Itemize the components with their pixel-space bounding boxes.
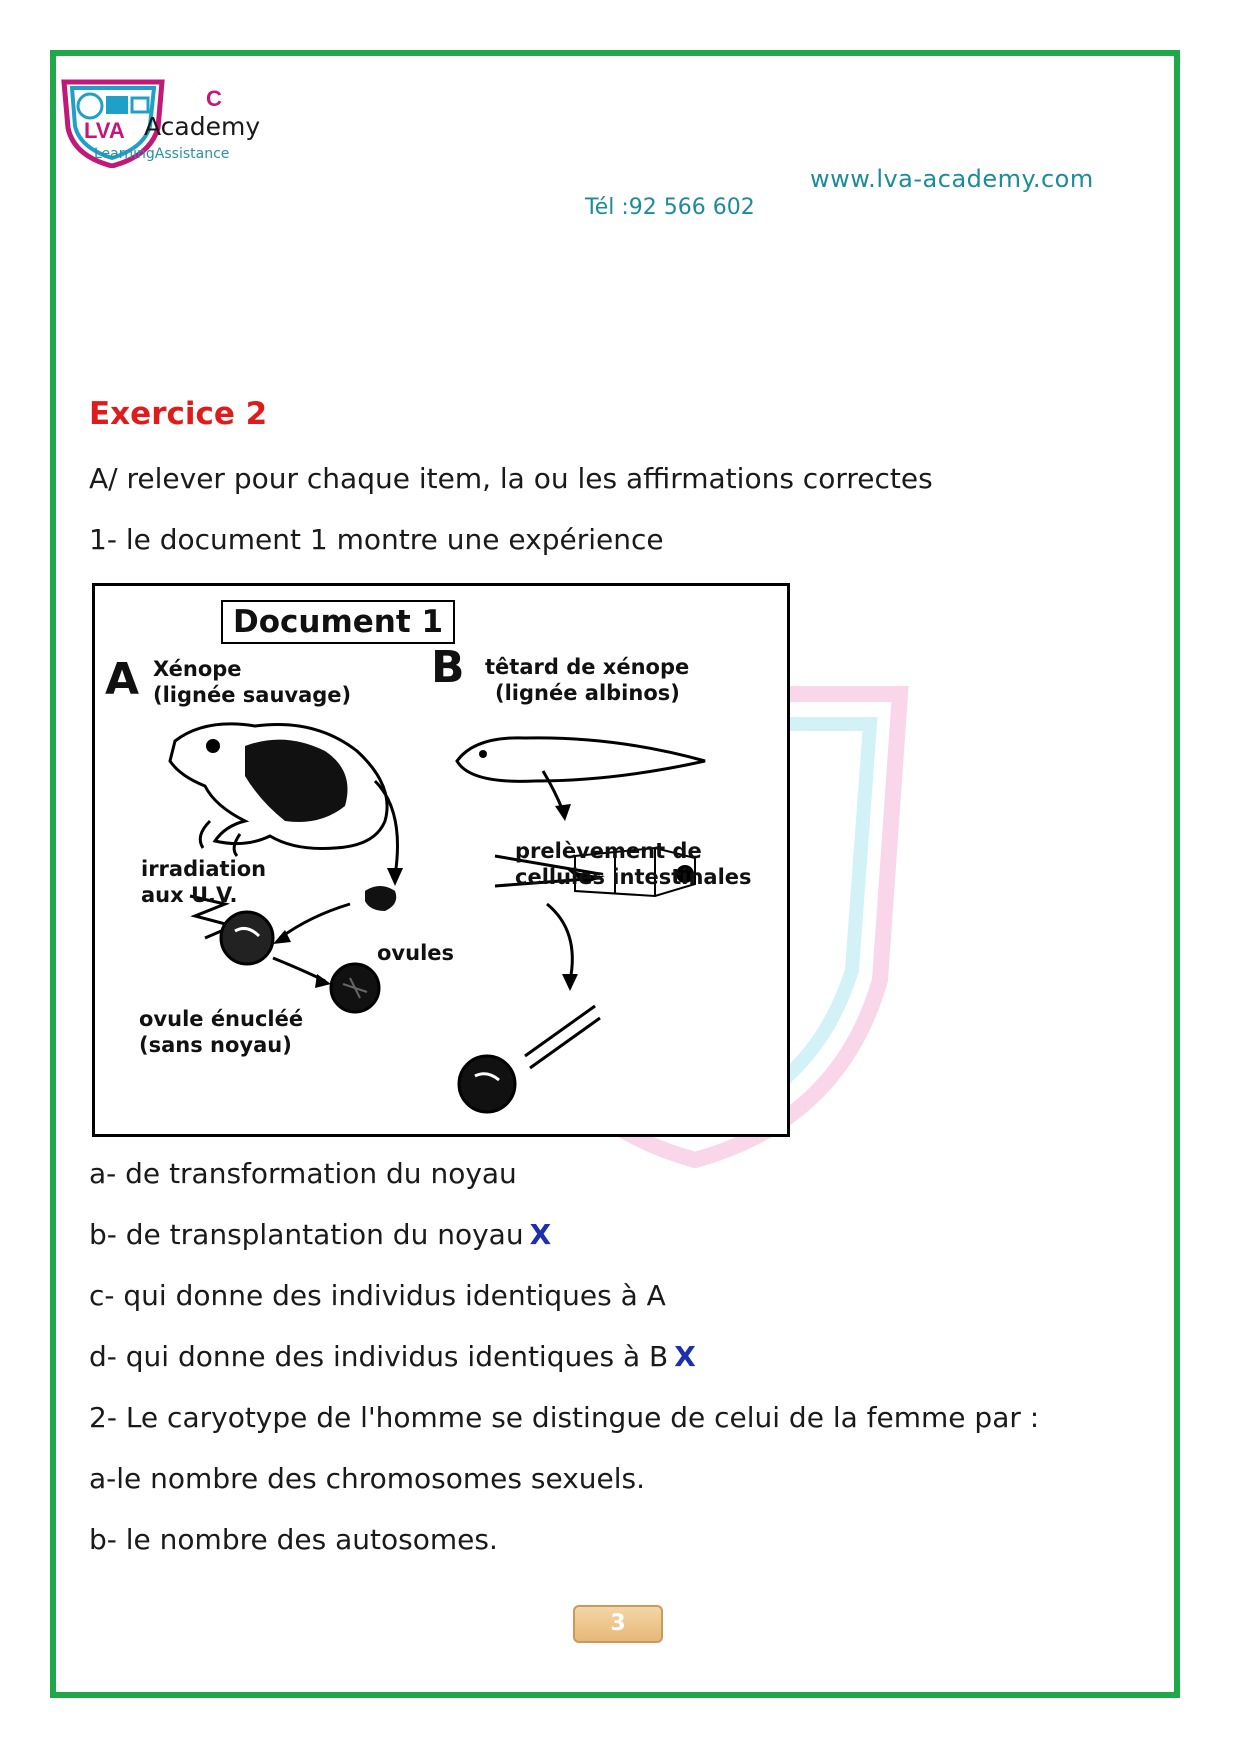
label-irradiation-2: aux U.V. [141, 883, 238, 907]
q1-option-c [89, 1279, 666, 1312]
document-1-figure [92, 583, 790, 1137]
question-1: 1- le document 1 montre une expérience [89, 523, 664, 556]
label-irradiation-1: irradiation [141, 857, 267, 881]
phone-number: Tél :92 566 602 [585, 195, 755, 220]
label-a: A [105, 654, 140, 705]
label-b-line1: têtard de xénope [485, 655, 690, 679]
label-a-line1: Xénope [153, 657, 242, 681]
ovules-cluster [365, 886, 396, 911]
exercise-title: Exercice 2 [89, 396, 268, 432]
label-enucleated-1: ovule énucléé [139, 1007, 304, 1031]
label-b-line2: (lignée albinos) [495, 681, 680, 705]
tadpole-drawing [457, 738, 705, 781]
brand-name: Academy [144, 112, 261, 141]
correct-mark: X [674, 1340, 696, 1373]
q2-option-b: b- le nombre des autosomes. [89, 1523, 498, 1556]
q2-option-a: a-le nombre des chromosomes sexuels. [89, 1462, 646, 1495]
brand-letter: C [206, 86, 222, 111]
instruction-text: A/ relever pour chaque item, la ou les affirmations correctes [89, 462, 933, 495]
brand-tagline: LearningAssistance [94, 146, 230, 162]
q1-option-d-text: d- qui donne des individus identiques à B [89, 1340, 669, 1373]
svg-text:LVA: LVA [84, 118, 125, 143]
page-number-badge: 3 [573, 1605, 663, 1643]
label-sample-2: cellules intestinales [515, 865, 752, 889]
q1-option-b-text: b- de transplantation du noyau [89, 1218, 524, 1251]
question-2: 2- Le caryotype de l'homme se distingue de celui de la femme par : [89, 1401, 1040, 1434]
ovule-egg [221, 912, 273, 964]
label-sample-1: prelèvement de [515, 839, 702, 863]
label-b: B [431, 642, 465, 693]
label-enucleated-2: (sans noyau) [139, 1033, 292, 1057]
label-a-line2: (lignée sauvage) [153, 683, 352, 707]
website-link[interactable]: www.lva-academy.com [810, 165, 1094, 193]
recipient-egg [459, 1056, 515, 1112]
q1-option-a-text: a- de transformation du noyau [89, 1157, 517, 1190]
q1-option-c-text: c- qui donne des individus identiques à A [89, 1279, 666, 1312]
figure-title: Document 1 [221, 600, 455, 644]
q1-option-a [89, 1157, 517, 1190]
q1-option-d [89, 1340, 696, 1373]
label-ovules: ovules [377, 941, 455, 965]
q1-option-b [89, 1218, 551, 1251]
correct-mark: X [529, 1218, 552, 1251]
